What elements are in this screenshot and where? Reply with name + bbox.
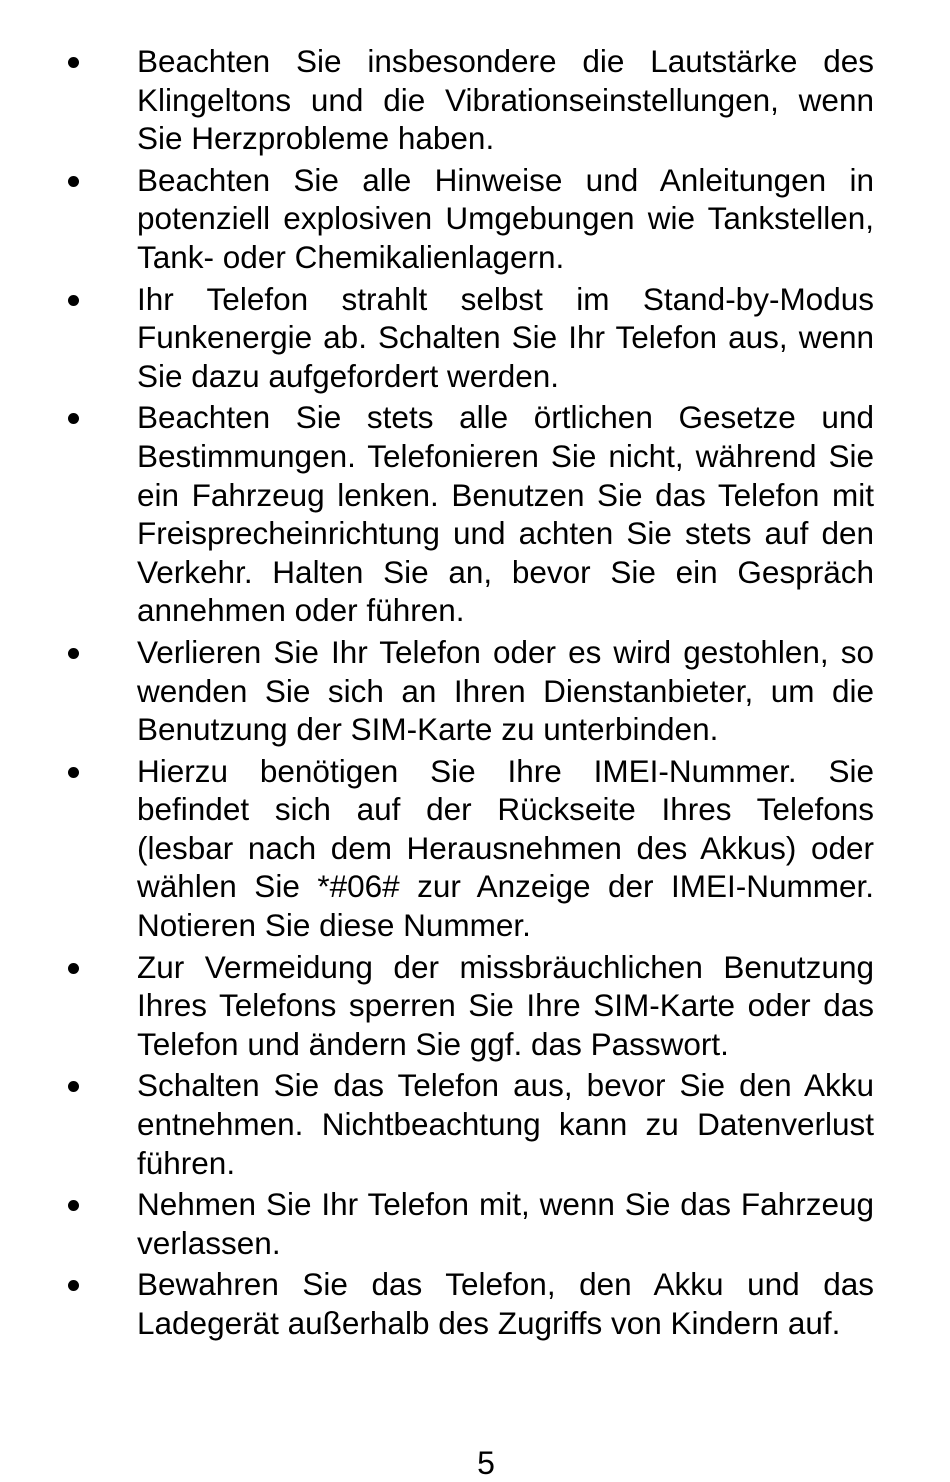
- list-item-text: Beachten Sie stets alle örtlichen Gesetze und Bestimmungen. Telefonieren Sie nicht, während Sie ein Fahrzeug lenken. Benutzen Sie das Telefon mit Freisprecheinrichtung und achten Sie stets auf den Verkehr. Halten Sie an, bevor Sie ein Gespräch annehmen oder führen.: [137, 399, 874, 629]
- list-item-text: Ihr Telefon strahlt selbst im Stand-by-Modus Funkenergie ab. Schalten Sie Ihr Telefon aus, wenn Sie dazu aufgefordert werden.: [137, 280, 874, 394]
- bullet-icon: [68, 963, 79, 974]
- bullet-icon: [68, 176, 79, 187]
- bullet-icon: [68, 648, 79, 659]
- list-item-text: Beachten Sie alle Hinweise und Anleitungen in potenziell explosiven Umgebungen wie Tankstellen, Tank- oder Chemikalienlagern.: [137, 161, 874, 275]
- list-item: [0, 42, 950, 158]
- list-item: [0, 1185, 950, 1262]
- bullet-icon: [68, 413, 79, 424]
- bullet-icon: [68, 767, 79, 778]
- list-item: [0, 948, 950, 1064]
- list-item-text: Beachten Sie insbesondere die Lautstärke des Klingeltons und die Vibrationseinstellungen, wenn Sie Herzprobleme haben.: [137, 43, 874, 157]
- list-item: [0, 280, 950, 396]
- bullet-icon: [68, 57, 79, 68]
- list-item-text: Nehmen Sie Ihr Telefon mit, wenn Sie das Fahrzeug verlassen.: [137, 1186, 874, 1261]
- bullet-icon: [68, 1200, 79, 1211]
- safety-instructions-list: [0, 42, 950, 1346]
- bullet-icon: [68, 295, 79, 306]
- list-item: [0, 752, 950, 945]
- page-number: 5: [477, 1445, 495, 1481]
- list-item: [0, 1066, 950, 1182]
- list-item-text: Bewahren Sie das Telefon, den Akku und das Ladegerät außerhalb des Zugriffs von Kindern auf.: [137, 1266, 874, 1341]
- list-item-text: Zur Vermeidung der missbräuchlichen Benutzung Ihres Telefons sperren Sie Ihre SIM-Karte oder das Telefon und ändern Sie ggf. das Passwort.: [137, 948, 874, 1062]
- list-item: [0, 1265, 950, 1342]
- list-item: [0, 633, 950, 749]
- bullet-icon: [68, 1280, 79, 1291]
- list-item-text: Schalten Sie das Telefon aus, bevor Sie den Akku entnehmen. Nichtbeachtung kann zu Datenverlust führen.: [137, 1067, 874, 1181]
- bullet-icon: [68, 1081, 79, 1092]
- list-item-text: Verlieren Sie Ihr Telefon oder es wird gestohlen, so wenden Sie sich an Ihren Dienstanbieter, um die Benutzung der SIM-Karte zu unterbinden.: [137, 633, 874, 748]
- list-item: [0, 398, 950, 630]
- list-item: [0, 161, 950, 277]
- list-item-text: Hierzu benötigen Sie Ihre IMEI-Nummer. Sie befindet sich auf der Rückseite Ihres Telefons (lesbar nach dem Herausnehmen des Akkus) oder wählen Sie *#06# zur Anzeige der IMEI-Nummer. Notieren Sie diese Nummer.: [137, 752, 874, 944]
